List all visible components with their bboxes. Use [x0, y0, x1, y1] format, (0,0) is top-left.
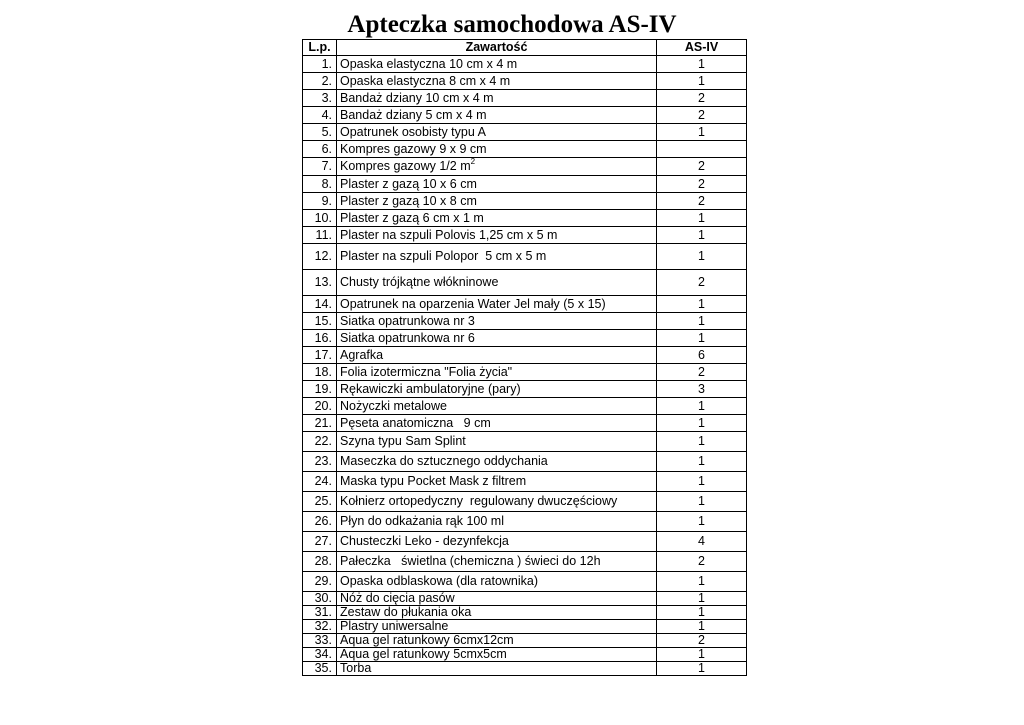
- item-name: [337, 552, 657, 572]
- table-row: [303, 107, 747, 124]
- item-name-text: Maska typu Pocket Mask z filtrem: [340, 474, 527, 488]
- row-number: 4.: [303, 107, 337, 124]
- row-number: 10.: [303, 210, 337, 227]
- item-name: [337, 512, 657, 532]
- item-quantity: 1: [657, 415, 747, 432]
- item-quantity: 1: [657, 330, 747, 347]
- item-name-text: Folia izotermiczna "Folia życia": [340, 364, 513, 379]
- table-row: [303, 648, 747, 662]
- item-quantity: 1: [657, 492, 747, 512]
- item-quantity: 2: [657, 176, 747, 193]
- item-name: [337, 492, 657, 512]
- item-name-text: Plaster z gazą 6 cm x 1 m: [340, 210, 484, 225]
- table-body: [303, 56, 747, 676]
- table-row: [303, 620, 747, 634]
- item-quantity: 2: [657, 193, 747, 210]
- item-name-text: Opaska elastyczna 8 cm x 4 m: [340, 73, 511, 88]
- item-name: [337, 90, 657, 107]
- item-name-text: Opatrunek osobisty typu A: [340, 124, 486, 139]
- item-quantity: 1: [657, 472, 747, 492]
- row-number: 16.: [303, 330, 337, 347]
- row-number: 6.: [303, 141, 337, 158]
- row-number: 12.: [303, 244, 337, 270]
- row-number: 33.: [303, 634, 337, 648]
- table-row: [303, 572, 747, 592]
- item-name: [337, 107, 657, 124]
- row-number: 34.: [303, 648, 337, 662]
- item-name: [337, 296, 657, 313]
- table-row: [303, 73, 747, 90]
- item-name: [337, 532, 657, 552]
- item-name-text: Agrafka: [340, 347, 384, 362]
- table-row: [303, 330, 747, 347]
- row-number: 31.: [303, 606, 337, 620]
- row-number: 28.: [303, 552, 337, 572]
- item-quantity: 3: [657, 381, 747, 398]
- item-name-text: Kompres gazowy 1/2 m: [340, 159, 471, 173]
- table-row: [303, 492, 747, 512]
- contents-table: [302, 39, 747, 676]
- item-name: [337, 141, 657, 158]
- item-name-text: Torba: [340, 661, 372, 675]
- row-number: 7.: [303, 158, 337, 176]
- item-quantity: 2: [657, 552, 747, 572]
- item-name-text: Siatka opatrunkowa nr 6: [340, 330, 475, 345]
- row-number: 2.: [303, 73, 337, 90]
- row-number: 26.: [303, 512, 337, 532]
- table-row: [303, 452, 747, 472]
- item-quantity: [657, 141, 747, 158]
- item-name: [337, 620, 657, 634]
- table-row: [303, 472, 747, 492]
- row-number: 22.: [303, 432, 337, 452]
- item-quantity: 1: [657, 56, 747, 73]
- item-name: [337, 176, 657, 193]
- item-name: [337, 73, 657, 90]
- row-number: 19.: [303, 381, 337, 398]
- item-name: [337, 347, 657, 364]
- item-quantity: 1: [657, 227, 747, 244]
- item-quantity: 1: [657, 662, 747, 676]
- item-name: [337, 364, 657, 381]
- item-quantity: 1: [657, 512, 747, 532]
- table-row: [303, 193, 747, 210]
- item-name: [337, 193, 657, 210]
- item-name: [337, 313, 657, 330]
- item-quantity: 2: [657, 107, 747, 124]
- item-quantity: 1: [657, 572, 747, 592]
- item-quantity: 1: [657, 432, 747, 452]
- table-row: [303, 432, 747, 452]
- item-name: [337, 634, 657, 648]
- item-name-text: Aqua gel ratunkowy 6cmx12cm: [340, 633, 514, 647]
- item-quantity: 2: [657, 90, 747, 107]
- table-row: [303, 381, 747, 398]
- row-number: 14.: [303, 296, 337, 313]
- table-row: [303, 662, 747, 676]
- item-name-text: Opaska elastyczna 10 cm x 4 m: [340, 56, 518, 71]
- item-name: [337, 572, 657, 592]
- item-quantity: 4: [657, 532, 747, 552]
- item-quantity: 1: [657, 606, 747, 620]
- item-name-text: Plaster na szpuli Polovis 1,25 cm x 5 m: [340, 227, 558, 242]
- item-quantity: 1: [657, 620, 747, 634]
- item-name: [337, 592, 657, 606]
- row-number: 29.: [303, 572, 337, 592]
- header-lp: L.p.: [303, 40, 337, 56]
- item-name: [337, 330, 657, 347]
- item-name-text: Rękawiczki ambulatoryjne (pary): [340, 381, 521, 396]
- item-quantity: 6: [657, 347, 747, 364]
- item-name: [337, 662, 657, 676]
- row-number: 1.: [303, 56, 337, 73]
- item-name: [337, 244, 657, 270]
- item-name-superscript: 2: [470, 157, 476, 166]
- item-name: [337, 452, 657, 472]
- item-quantity: 2: [657, 364, 747, 381]
- table-row: [303, 296, 747, 313]
- item-name-text: Opaska odblaskowa (dla ratownika): [340, 574, 539, 588]
- item-name-text: Plaster z gazą 10 x 8 cm: [340, 193, 477, 208]
- table-row: [303, 592, 747, 606]
- table-row: [303, 512, 747, 532]
- table-row: [303, 347, 747, 364]
- table-row: [303, 56, 747, 73]
- table-row: [303, 227, 747, 244]
- item-name-text: Plaster na szpuli Polopor 5 cm x 5 m: [340, 249, 547, 263]
- item-name-text: Płyn do odkażania rąk 100 ml: [340, 514, 504, 528]
- table-row: [303, 124, 747, 141]
- row-number: 27.: [303, 532, 337, 552]
- row-number: 8.: [303, 176, 337, 193]
- item-name-text: Bandaż dziany 5 cm x 4 m: [340, 107, 487, 122]
- item-name: [337, 124, 657, 141]
- table-row: [303, 634, 747, 648]
- item-quantity: 1: [657, 296, 747, 313]
- item-name-text: Pałeczka świetlna (chemiczna ) świeci do 12h: [340, 554, 601, 568]
- item-quantity: 2: [657, 634, 747, 648]
- row-number: 13.: [303, 270, 337, 296]
- item-quantity: 1: [657, 210, 747, 227]
- item-name-text: Kompres gazowy 9 x 9 cm: [340, 141, 487, 156]
- page-title: Apteczka samochodowa AS-IV: [347, 11, 677, 38]
- item-quantity: 2: [657, 158, 747, 176]
- item-quantity: 1: [657, 313, 747, 330]
- item-name-text: Kołnierz ortopedyczny regulowany dwuczęściowy: [340, 494, 618, 508]
- header-quantity: AS-IV: [657, 40, 747, 56]
- item-name-text: Siatka opatrunkowa nr 3: [340, 313, 475, 328]
- row-number: 25.: [303, 492, 337, 512]
- item-name: [337, 270, 657, 296]
- table-row: [303, 141, 747, 158]
- row-number: 23.: [303, 452, 337, 472]
- row-number: 35.: [303, 662, 337, 676]
- item-name: [337, 398, 657, 415]
- row-number: 20.: [303, 398, 337, 415]
- item-name: [337, 158, 657, 176]
- table-row: [303, 532, 747, 552]
- header-contents: Zawartość: [337, 40, 657, 56]
- item-name: [337, 56, 657, 73]
- item-name: [337, 415, 657, 432]
- table-row: [303, 313, 747, 330]
- item-quantity: 2: [657, 270, 747, 296]
- item-name-text: Zestaw do płukania oka: [340, 605, 472, 619]
- table-row: [303, 415, 747, 432]
- table-row: [303, 270, 747, 296]
- table-row: [303, 398, 747, 415]
- item-quantity: 1: [657, 452, 747, 472]
- row-number: 18.: [303, 364, 337, 381]
- row-number: 24.: [303, 472, 337, 492]
- row-number: 30.: [303, 592, 337, 606]
- row-number: 5.: [303, 124, 337, 141]
- table-row: [303, 90, 747, 107]
- item-name: [337, 472, 657, 492]
- item-quantity: 1: [657, 73, 747, 90]
- item-quantity: 1: [657, 398, 747, 415]
- row-number: 17.: [303, 347, 337, 364]
- item-name: [337, 432, 657, 452]
- item-quantity: 1: [657, 648, 747, 662]
- item-name: [337, 210, 657, 227]
- item-name-text: Aqua gel ratunkowy 5cmx5cm: [340, 647, 507, 661]
- item-name-text: Chusteczki Leko - dezynfekcja: [340, 534, 509, 548]
- table-row: [303, 176, 747, 193]
- item-name-text: Maseczka do sztucznego oddychania: [340, 454, 548, 468]
- row-number: 32.: [303, 620, 337, 634]
- item-name-text: Nożyczki metalowe: [340, 398, 447, 413]
- row-number: 3.: [303, 90, 337, 107]
- table-row: [303, 210, 747, 227]
- table-row: [303, 244, 747, 270]
- table-row: [303, 552, 747, 572]
- item-name: [337, 227, 657, 244]
- table-header-row: [303, 40, 747, 56]
- item-name-text: Szyna typu Sam Splint: [340, 434, 466, 448]
- row-number: 21.: [303, 415, 337, 432]
- item-name-text: Opatrunek na oparzenia Water Jel mały (5 x 15): [340, 296, 606, 311]
- item-quantity: 1: [657, 592, 747, 606]
- item-name: [337, 648, 657, 662]
- table-row: [303, 364, 747, 381]
- item-name-text: Plaster z gazą 10 x 6 cm: [340, 176, 477, 191]
- row-number: 9.: [303, 193, 337, 210]
- item-name: [337, 381, 657, 398]
- row-number: 15.: [303, 313, 337, 330]
- item-name-text: Plastry uniwersalne: [340, 619, 449, 633]
- table-row: [303, 606, 747, 620]
- table-row: [303, 158, 747, 176]
- item-quantity: 1: [657, 124, 747, 141]
- item-quantity: 1: [657, 244, 747, 270]
- item-name: [337, 606, 657, 620]
- row-number: 11.: [303, 227, 337, 244]
- item-name-text: Chusty trójkątne włókninowe: [340, 275, 499, 289]
- item-name-text: Bandaż dziany 10 cm x 4 m: [340, 90, 494, 105]
- item-name-text: Pęseta anatomiczna 9 cm: [340, 415, 491, 430]
- item-name-text: Nóż do cięcia pasów: [340, 591, 455, 605]
